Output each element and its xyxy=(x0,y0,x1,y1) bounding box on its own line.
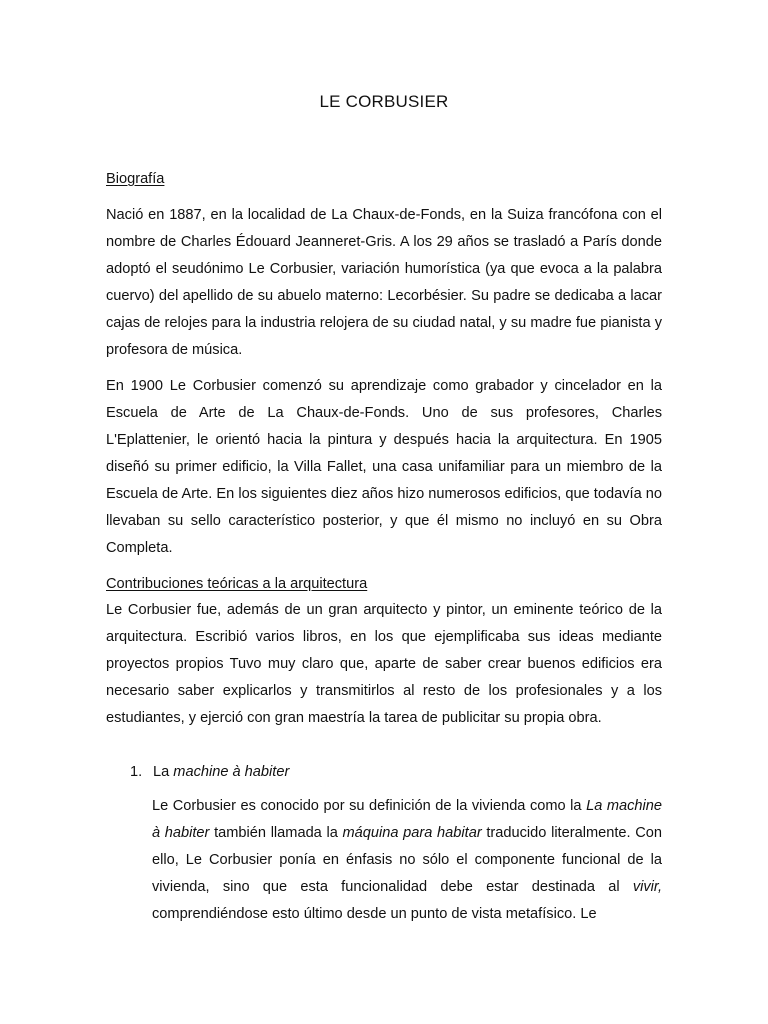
list-item-machine-a-habiter xyxy=(130,764,289,780)
paragraph-biografia-2: En 1900 Le Corbusier comenzó su aprendizaje como grabador y cincelador en la Escuela de Arte de La Chaux-de-Fonds. Uno de sus profesores, Charles L'Eplattenier, le orientó hacia la pintura y después hacia la arquitectura. En 1905 diseñó su primer edificio, la Villa Fallet, una casa unifamiliar para un miembro de la Escuela de Arte. En los siguientes diez años hizo numerosos edificios, que todavía no llevaban su sello característico posterior, y que él mismo no incluyó en su Obra Completa. xyxy=(106,378,662,556)
document-title: LE CORBUSIER xyxy=(319,92,449,111)
list-number: 1. xyxy=(130,764,143,780)
p4-italic-2: máquina para habitar xyxy=(342,825,482,841)
section-heading-contribuciones: Contribuciones teóricas a la arquitectura xyxy=(106,576,368,592)
list-item-prefix: La xyxy=(153,764,174,780)
paragraph-biografia-1: Nació en 1887, en la localidad de La Chaux-de-Fonds, en la Suiza francófona con el nombre de Charles Édouard Jeanneret-Gris. A los 29 años se trasladó a París donde adoptó el seudónimo Le Corbusier, variación humorística (ya que evoca a la palabra cuervo) del apellido de su abuelo materno: Lecorbésier. Su padre se dedicaba a lacar cajas de relojes para la industria relojera de su ciudad natal, y su madre fue pianista y profesora de música. xyxy=(106,207,662,358)
paragraph-machine-a-habiter xyxy=(152,793,662,928)
p4-italic-3: vivir, xyxy=(632,879,662,895)
p4-text-1: Le Corbusier es conocido por su definición de la vivienda como la xyxy=(152,798,587,814)
list-item-italic: machine à habiter xyxy=(173,764,290,780)
p4-text-3: traducido literalmente. Con ello, Le Corbusier ponía en énfasis no sólo el componente funcional de la vivienda, sino que esta funcionalidad debe estar destinada al xyxy=(152,825,663,895)
section-heading-biografia: Biografía xyxy=(106,171,165,187)
p4-text-4: comprendiéndose esto último desde un punto de vista metafísico. Le xyxy=(152,906,597,922)
p4-italic-1: La machine à habiter xyxy=(152,798,663,841)
paragraph-contribuciones: Le Corbusier fue, además de un gran arquitecto y pintor, un eminente teórico de la arquitectura. Escribió varios libros, en los que ejemplificaba sus ideas mediante proyectos propios Tuvo muy claro que, aparte de saber crear buenos edificios era necesario saber explicarlos y transmitirlos al resto de los profesionales y a los estudiantes, y ejerció con gran maestría la tarea de publicitar su propia obra. xyxy=(106,602,662,726)
p4-text-2: también llamada la xyxy=(209,825,343,841)
